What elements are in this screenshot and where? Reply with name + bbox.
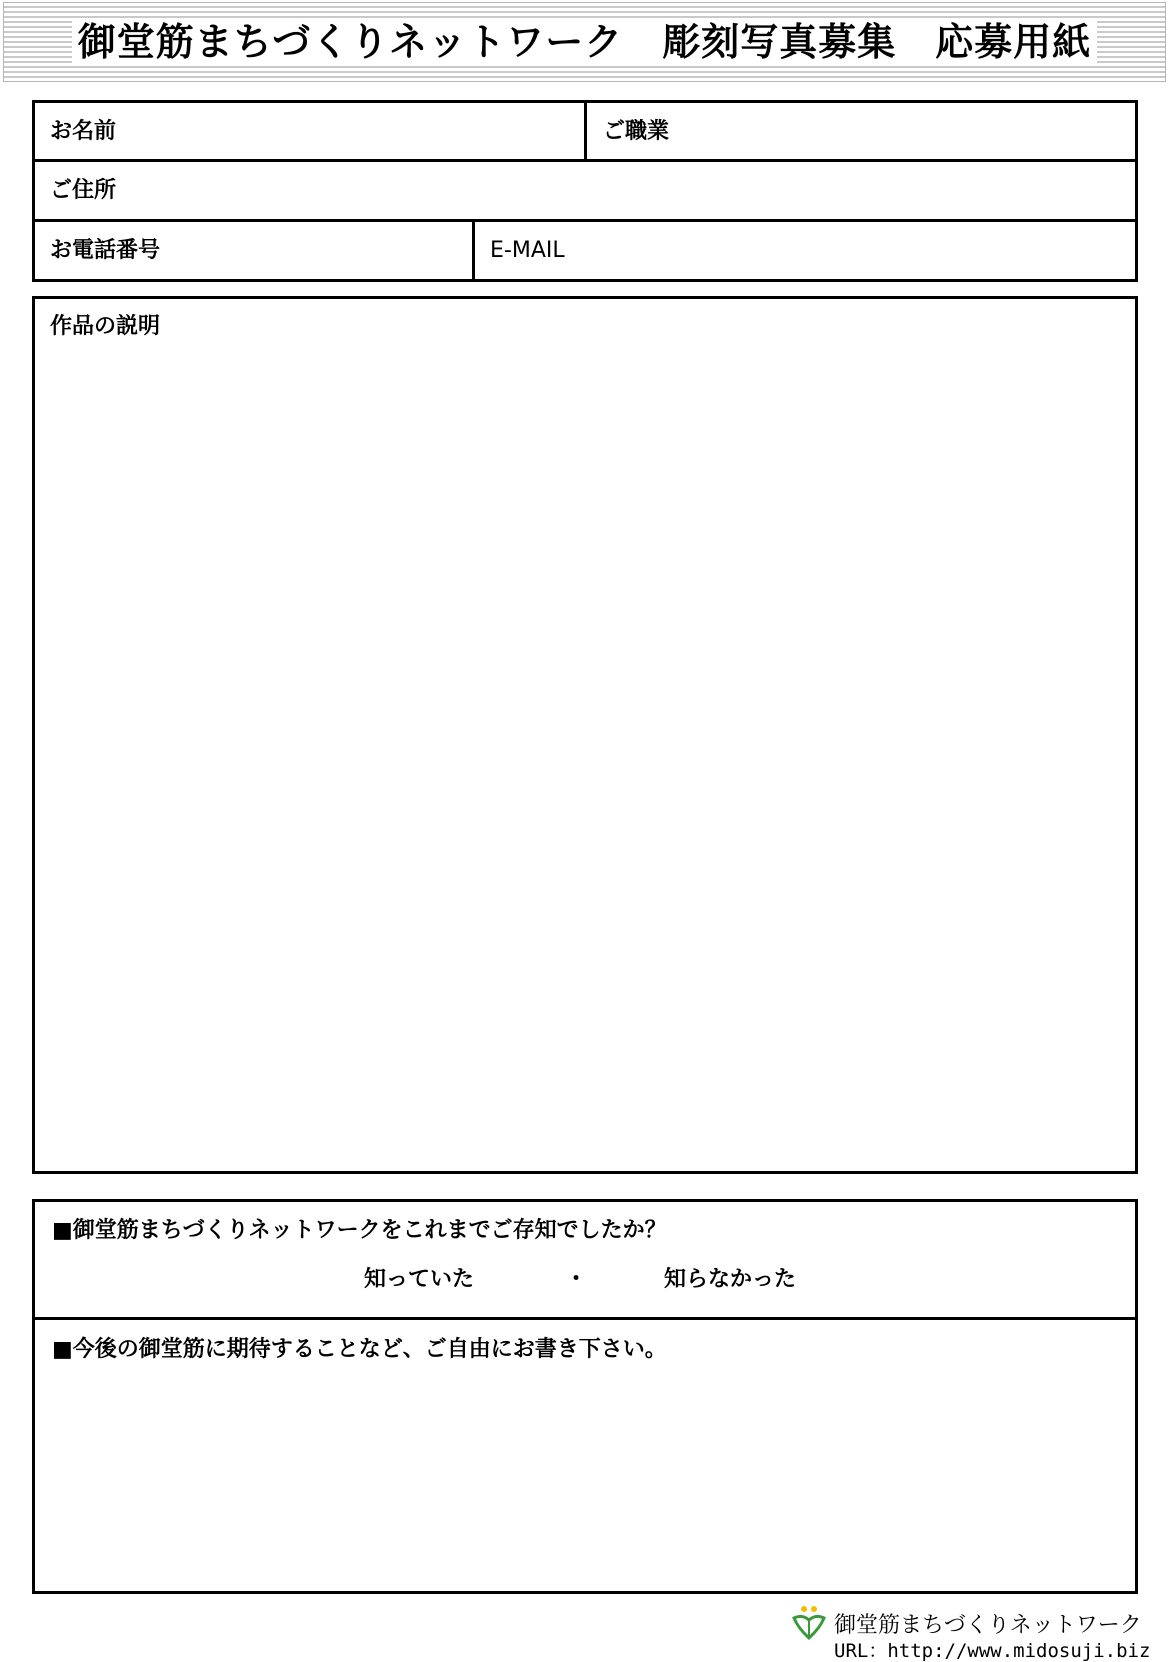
title-banner bbox=[3, 2, 1166, 82]
row-divider bbox=[32, 219, 1138, 222]
work-description-label: 作品の説明 bbox=[50, 314, 161, 339]
email-field-label: E-MAIL bbox=[490, 238, 565, 263]
occupation-field-label: ご職業 bbox=[603, 119, 670, 144]
phone-field-label: お電話番号 bbox=[50, 238, 161, 263]
form-title: 御堂筋まちづくりネットワーク 彫刻写真募集 応募用紙 bbox=[4, 19, 1165, 65]
option-did-not-know: 知らなかった bbox=[664, 1267, 797, 1292]
address-field-label: ご住所 bbox=[50, 178, 117, 203]
option-knew: 知っていた bbox=[364, 1267, 475, 1292]
name-field-label: お名前 bbox=[50, 119, 117, 144]
column-divider bbox=[584, 100, 587, 162]
footer-organization-name: 御堂筋まちづくりネットワーク bbox=[834, 1613, 1142, 1638]
survey-box bbox=[32, 1199, 1138, 1594]
awareness-question: ■御堂筋まちづくりネットワークをこれまでご存知でしたか？ bbox=[52, 1218, 667, 1243]
organization-logo-icon bbox=[790, 1604, 830, 1644]
survey-divider bbox=[32, 1317, 1138, 1320]
column-divider bbox=[472, 219, 475, 282]
work-description-box bbox=[32, 296, 1138, 1174]
footer-url[interactable]: URL：http://www.midosuji.biz bbox=[834, 1640, 1151, 1662]
option-separator: ・ bbox=[565, 1267, 588, 1292]
expectations-prompt: ■今後の御堂筋に期待することなど、ご自由にお書き下さい。 bbox=[52, 1337, 667, 1362]
